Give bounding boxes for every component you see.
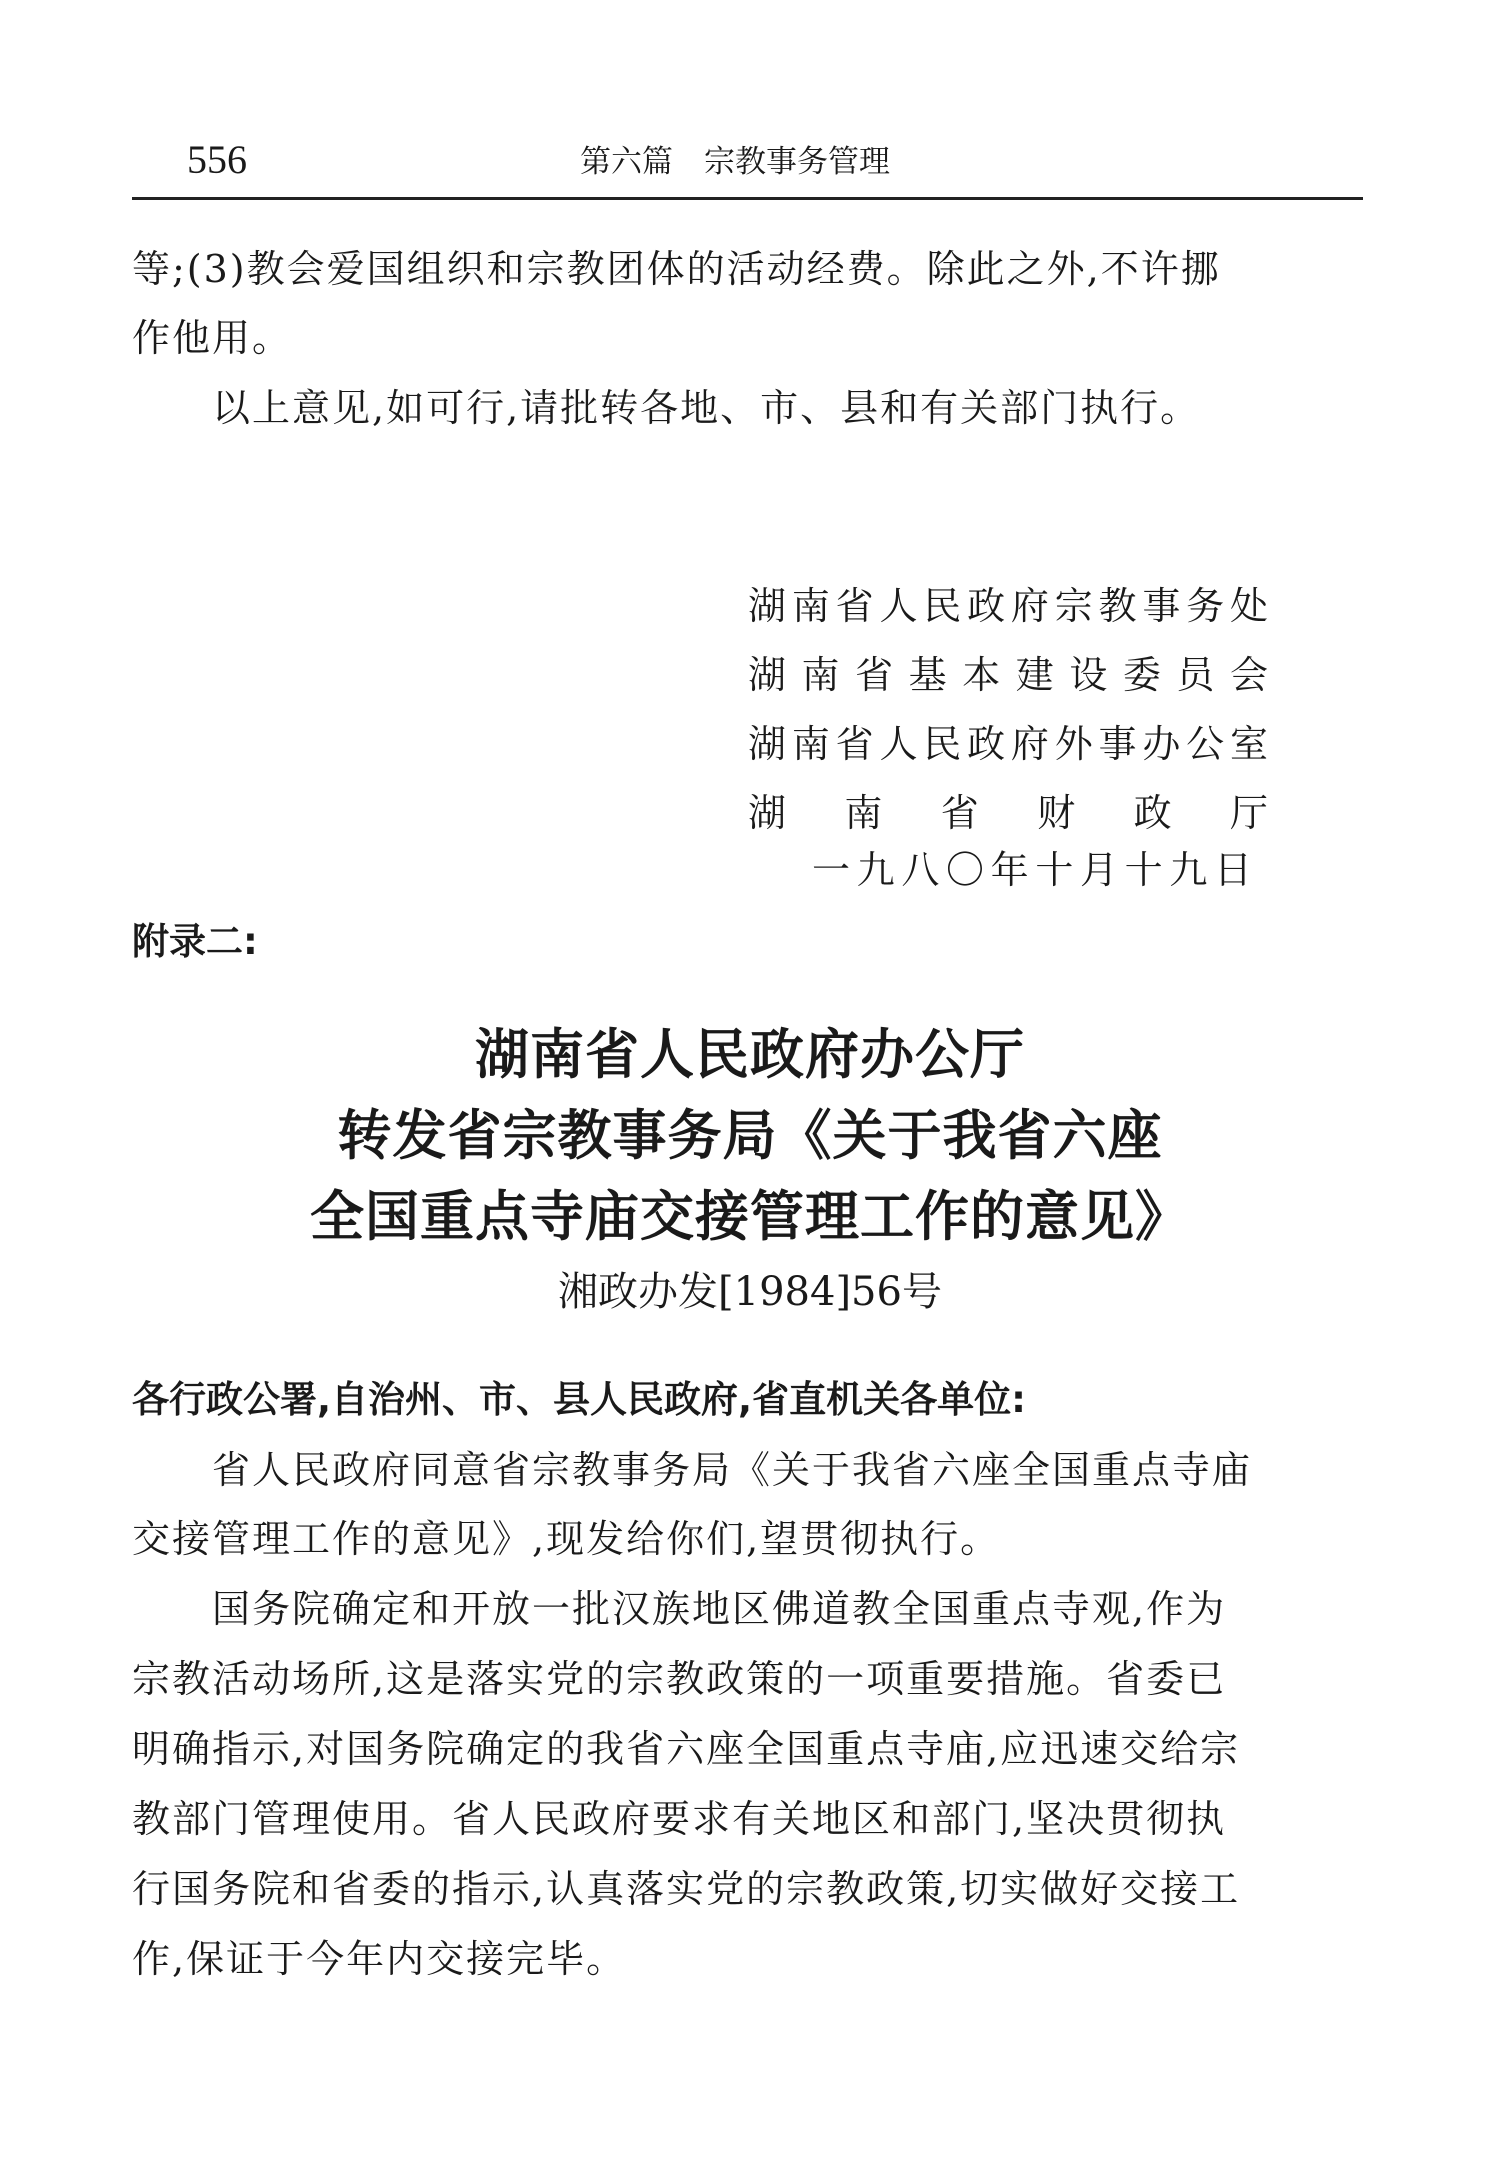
header-rule (132, 197, 1363, 200)
body-line: 等;(3)教会爱国组织和宗教团体的活动经费。除此之外,不许挪 (132, 247, 1221, 291)
addressee: 各行政公署,自治州、市、县人民政府,省直机关各单位: (132, 1378, 1026, 1421)
document-number: 湘政办发[1984]56号 (558, 1269, 942, 1315)
body-line: 省人民政府同意省宗教事务局《关于我省六座全国重点寺庙 (212, 1448, 1253, 1492)
signatory: 湖南省人民政府外事办公室 (748, 722, 1268, 766)
body-line: 作,保证于今年内交接完毕。 (132, 1937, 627, 1981)
signatory: 湖南省财政厅 (748, 791, 1268, 835)
signature-date: 一九八〇年十月十九日 (812, 848, 1252, 892)
document-title-line: 转发省宗教事务局《关于我省六座 (337, 1104, 1163, 1167)
body-line: 行国务院和省委的指示,认真落实党的宗教政策,切实做好交接工 (132, 1867, 1241, 1911)
running-header (132, 130, 1362, 190)
document-title-line: 湖南省人民政府办公厅 (475, 1023, 1025, 1086)
signatory: 湖南省基本建设委员会 (748, 653, 1268, 697)
page-number: 556 (187, 137, 247, 182)
body-line: 交接管理工作的意见》,现发给你们,望贯彻执行。 (132, 1517, 1001, 1561)
signatory: 湖南省人民政府宗教事务处 (748, 584, 1268, 628)
body-line: 国务院确定和开放一批汉族地区佛道教全国重点寺观,作为 (212, 1587, 1227, 1631)
document-title-line: 全国重点寺庙交接管理工作的意见》 (310, 1185, 1190, 1248)
section-title: 第六篇 宗教事务管理 (580, 144, 890, 180)
body-line: 宗教活动场所,这是落实党的宗教政策的一项重要措施。省委已 (132, 1657, 1227, 1701)
body-line: 明确指示,对国务院确定的我省六座全国重点寺庙,应迅速交给宗 (132, 1727, 1241, 1771)
appendix-label: 附录二: (132, 920, 258, 963)
body-line: 作他用。 (132, 316, 293, 360)
body-line: 教部门管理使用。省人民政府要求有关地区和部门,坚决贯彻执 (132, 1797, 1227, 1841)
body-line: 以上意见,如可行,请批转各地、市、县和有关部门执行。 (212, 386, 1201, 430)
